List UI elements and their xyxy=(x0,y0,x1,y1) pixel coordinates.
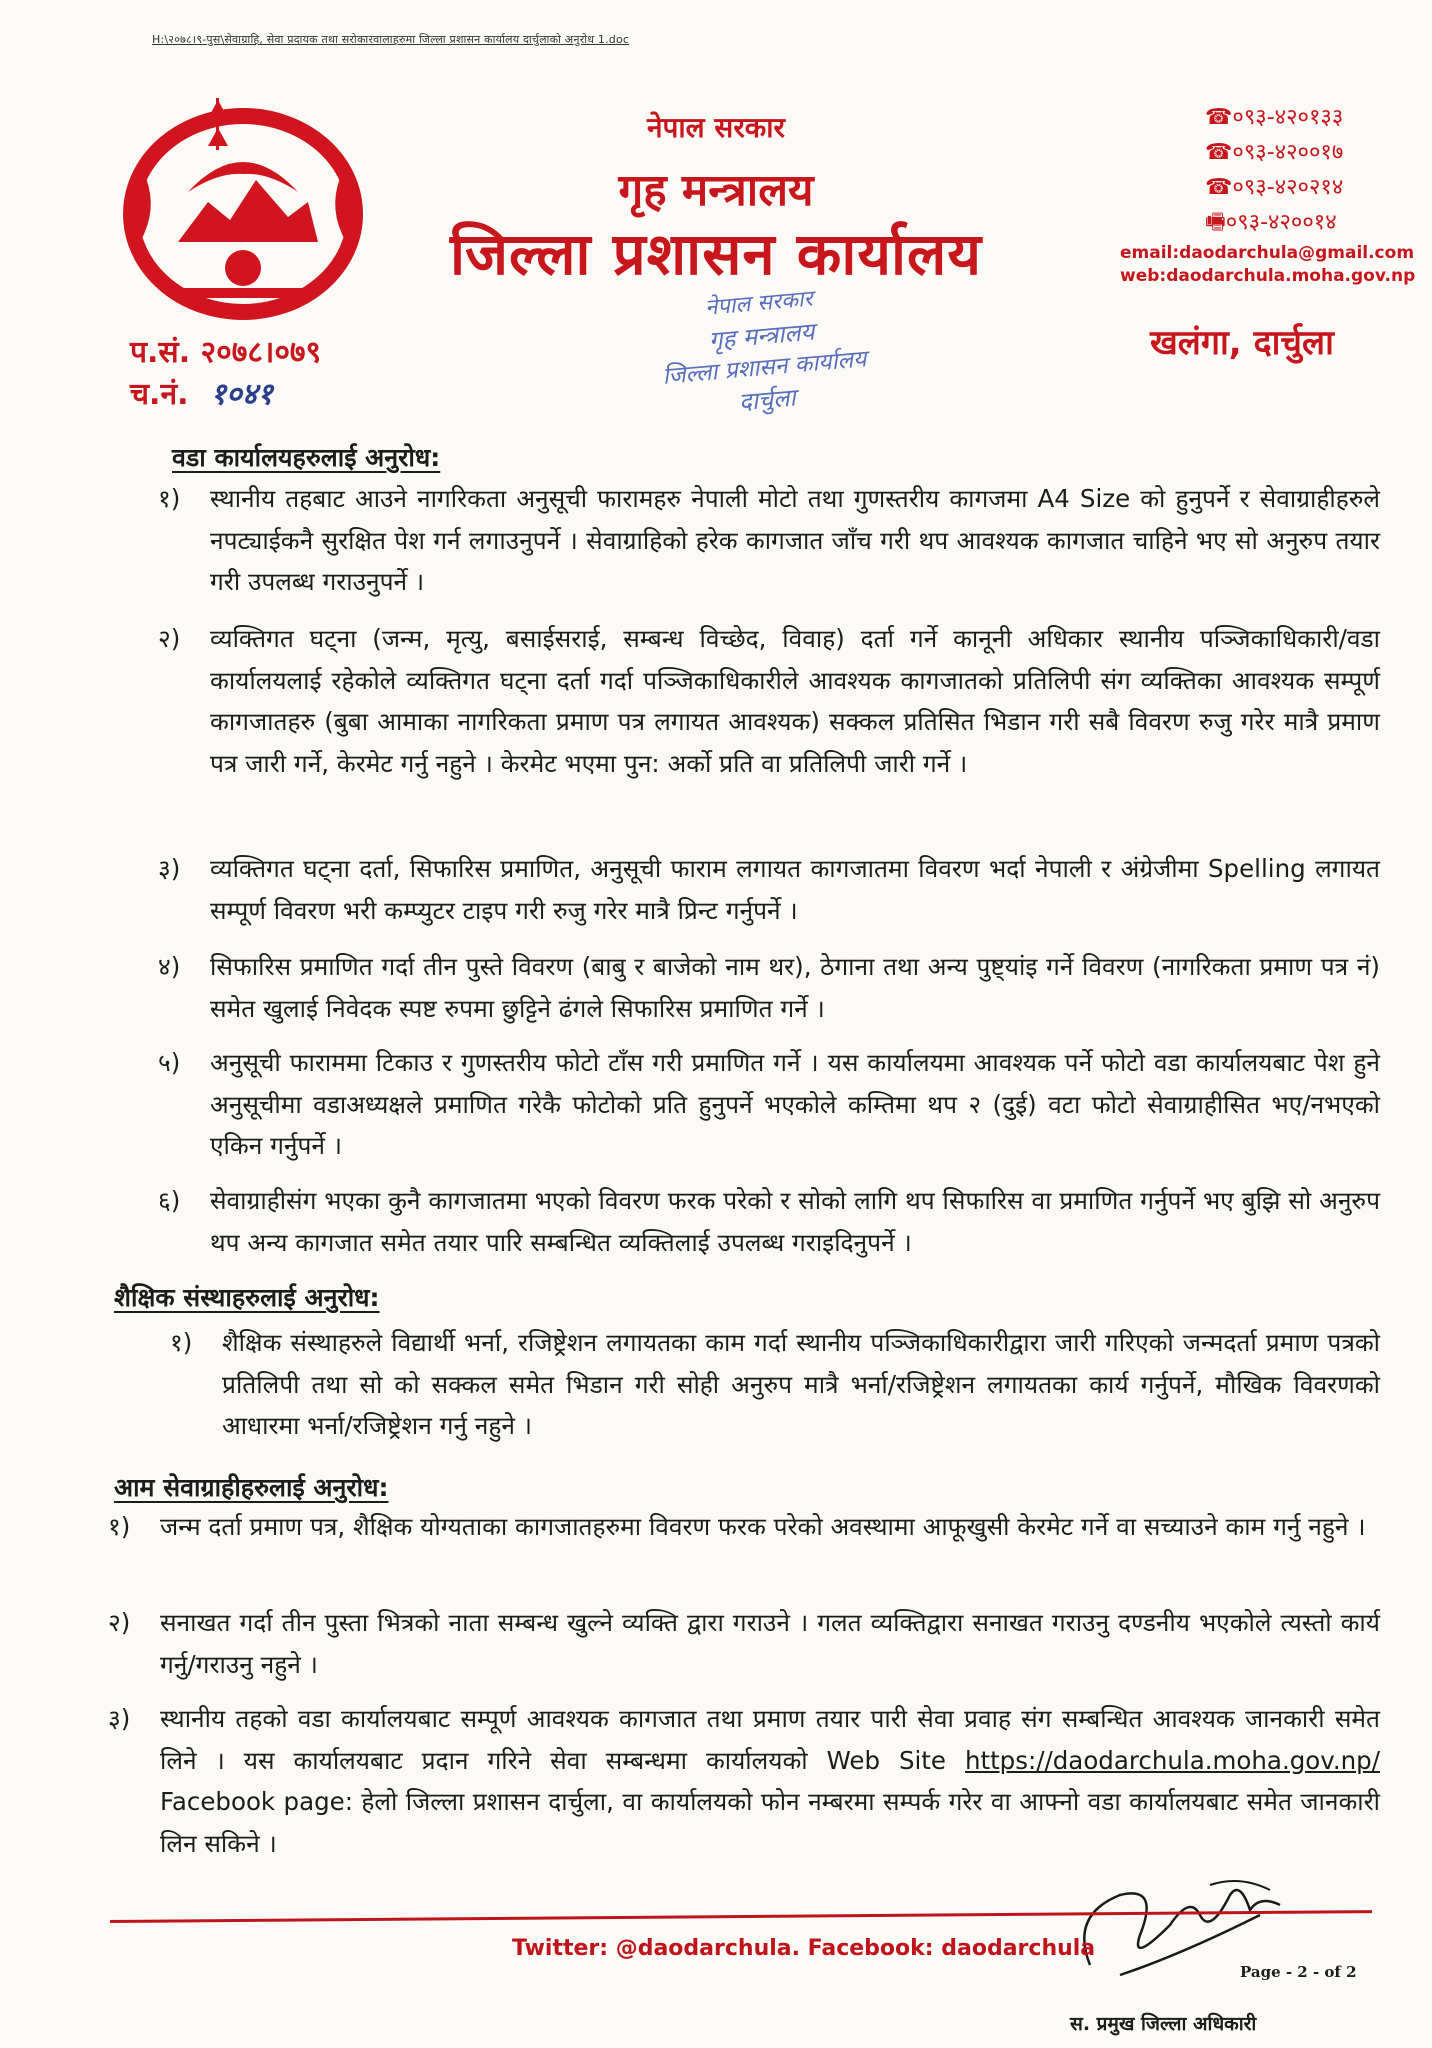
website-link[interactable]: https://daodarchula.moha.gov.np/ xyxy=(964,1745,1380,1775)
stamp-line: गृह मन्त्रालय xyxy=(707,317,816,355)
signer-title: स. प्रमुख जिल्ला अधिकारी xyxy=(1070,2013,1257,2035)
page-number: Page - 2 - of 2 xyxy=(1240,1963,1357,1981)
stamp-line: नेपाल सरकार xyxy=(704,286,814,321)
item-text: सेवाग्राहीसंग भएका कुनै कागजातमा भएको विवरण फरक परेको र सोको लागि थप सिफारिस वा प्रमाणित गर्नुपर्ने भए बुझि सो अनुरुप थप अन्य कागजात समेत तयार पारि सम्बन्धित व्यक्तिलाई उपलब्ध गराइदिनुपर्ने । xyxy=(210,1186,1380,1257)
list-item xyxy=(158,1042,1380,1167)
stamp-line: दार्चुला xyxy=(737,383,797,417)
item-number: १) xyxy=(158,484,181,513)
item-number: २) xyxy=(158,624,181,653)
item-number: १) xyxy=(108,1512,131,1541)
file-path-header: H:\२०७८।९-पुस\सेवाग्राहि, सेवा प्रदायक तथा सरोकारवालाहरुमा जिल्ला प्रशासन कार्यालय दार्चुलाको अनुरोध 1.doc xyxy=(152,33,630,46)
item-text: अनुसूची फाराममा टिकाउ र गुणस्तरीय फोटो टाँस गरी प्रमाणित गर्ने । यस कार्यालयमा आवश्यक पर्ने फोटो वडा कार्यालयबाट पेश हुने अनुसूचीमा वडाअध्यक्षले प्रमाणित गरेकै फोटोको प्रति हुनुपर्ने भएकोले कम्तिमा थप २ (दुई) वटा फोटो सेवाग्राहीसित भए/नभएको एकिन गर्नुपर्ने । xyxy=(210,1048,1380,1160)
dispatch-number-value: १०४१ xyxy=(210,377,273,412)
list-item xyxy=(158,848,1380,931)
footer-social: Twitter: @daodarchula. Facebook: daodarchula xyxy=(512,1936,1096,1961)
item-text: स्थानीय तहबाट आउने नागरिकता अनुसूची फारामहरु नेपाली मोटो तथा गुणस्तरीय कागजमा A4 Size को हुनुपर्ने र सेवाग्राहीहरुले नपट्याईकनै सुरक्षित पेश गर्न लगाउनुपर्ने । सेवाग्राहिको हरेक कागजात जाँच गरी थप आवश्यक कागजात चाहिने भए सो अनुरुप तयार गरी उपलब्ध गराउनुपर्ने । xyxy=(210,484,1380,596)
office-stamp xyxy=(642,278,886,448)
item-text: सनाखत गर्दा तीन पुस्ता भित्रको नाता सम्बन्ध खुल्ने व्यक्ति द्वारा गराउने । गलत व्यक्तिद्वारा सनाखत गराउनु दण्डनीय भएकोले त्यस्तो कार्य गर्नु/गराउनु नहुने । xyxy=(160,1608,1380,1679)
item-text: स्थानीय तहको वडा कार्यालयबाट सम्पूर्ण आवश्यक कागजात तथा प्रमाण तयार पारी सेवा प्रवाह संग सम्बन्धित आवश्यक जानकारी समेत लिने । यस कार्यालयबाट प्रदान गरिने सेवा सम्बन्धमा कार्यालयको Web Site xyxy=(160,1704,1380,1775)
phone-number: ☎०९३-४२०१३३ xyxy=(1205,105,1344,130)
item-text: सिफारिस प्रमाणित गर्दा तीन पुस्ते विवरण (बाबु र बाजेको नाम थर), ठेगाना तथा अन्य पुष्ट्यांइ गर्ने विवरण (नागरिकता प्रमाण पत्र नं) समेत खुलाई निवेदक स्पष्ट रुपमा छुट्टिने ढंगले सिफारिस प्रमाणित गर्ने । xyxy=(210,952,1380,1023)
item-number: ३) xyxy=(108,1704,131,1733)
item-text: व्यक्तिगत घट्ना दर्ता, सिफारिस प्रमाणित, अनुसूची फाराम लगायत कागजातमा विवरण भर्दा नेपाली र अंग्रेजीमा Spelling लगायत सम्पूर्ण विवरण भरी कम्प्युटर टाइप गरी रुजु गरेर मात्रै प्रिन्ट गर्नुपर्ने । xyxy=(210,854,1380,925)
header-line-office: जिल्ला प्रशासन कार्यालय xyxy=(449,220,982,288)
section-title-education: शैक्षिक संस्थाहरुलाई अनुरोध: xyxy=(114,1283,380,1312)
item-text: जन्म दर्ता प्रमाण पत्र, शैक्षिक योग्यताका कागजातहरुमा विवरण फरक परेको अवस्थामा आफूखुसी केरमेट गर्ने वा सच्याउने काम गर्नु नहुने । xyxy=(160,1512,1366,1541)
phone-number: ☎०९३-४२०२१४ xyxy=(1205,175,1344,200)
list-item xyxy=(108,1602,1380,1685)
dispatch-number-label: च.नं. xyxy=(130,377,189,412)
item-number: ३) xyxy=(158,854,181,883)
item-text: व्यक्तिगत घट्ना (जन्म, मृत्यु, बसाईसराई, सम्बन्ध विच्छेद, विवाह) दर्ता गर्ने कानूनी अधिकार स्थानीय पञ्जिकाधिकारी/वडा कार्यालयलाई रहेकोले व्यक्तिगत घट्ना दर्ता गर्दा पञ्जिकाधिकारीले आवश्यक कागजातको प्रतिलिपी संग व्यक्तिका आवश्यक सम्पूर्ण कागजातहरु (बुबा आमाका नागरिकता प्रमाण पत्र लगायत आवश्यक) सक्कल प्रतिसित भिडान गरी सबै विवरण रुजु गरेर मात्रै प्रमाण पत्र जारी गर्ने, केरमेट गर्नु नहुने । केरमेट भएमा पुन: अर्को प्रति वा प्रतिलिपी जारी गर्ने । xyxy=(210,624,1380,778)
header-line-government: नेपाल सरकार xyxy=(646,111,786,144)
phone-number: ☎०९३-४२००१७ xyxy=(1205,140,1344,165)
list-item xyxy=(158,478,1380,603)
list-item xyxy=(108,1698,1380,1864)
section-title-public: आम सेवाग्राहीहरुलाई अनुरोध: xyxy=(114,1473,389,1502)
list-item xyxy=(170,1322,1380,1447)
item-number: १) xyxy=(170,1328,193,1357)
dispatch-number xyxy=(130,372,273,413)
web-text: web:daodarchula.moha.gov.np xyxy=(1120,266,1416,286)
item-number: २) xyxy=(108,1608,131,1637)
contact-block xyxy=(1120,242,1415,288)
list-item xyxy=(108,1506,1380,1548)
item-number: ५) xyxy=(158,1048,181,1077)
phone-list xyxy=(1205,100,1343,240)
section-title-ward: वडा कार्यालयहरुलाई अनुरोध: xyxy=(172,443,441,472)
fax-number: 🖷०९३-४२००१४ xyxy=(1205,210,1337,235)
item-text: शैक्षिक संस्थाहरुले विद्यार्थी भर्ना, रजिष्ट्रेशन लगायतका काम गर्दा स्थानीय पञ्जिकाधिकारीद्वारा जारी गरिएको जन्मदर्ता प्रमाण पत्रको प्रतिलिपी तथा सो को सक्कल समेत भिडान गरी सोही अनुरुप मात्रै भर्ना/रजिष्ट्रेशन लगायतका कार्य गर्नुपर्ने, मौखिक विवरणको आधारमा भर्ना/रजिष्ट्रेशन गर्नु नहुने । xyxy=(222,1328,1380,1440)
stamp-line: जिल्ला प्रशासन कार्यालय xyxy=(661,346,868,390)
item-number: ६) xyxy=(158,1186,181,1215)
header-line-ministry: गृह मन्त्रालय xyxy=(618,165,814,216)
list-item xyxy=(158,1180,1380,1263)
item-number: ४) xyxy=(158,952,181,981)
signature-icon xyxy=(1060,1855,1310,2005)
reference-number: प.सं. २०७८।०७९ xyxy=(130,335,322,370)
item-text-continued: Facebook page: हेलो जिल्ला प्रशासन दार्चुला, वा कार्यालयको फोन नम्बरमा सम्पर्क गरेर वा आफ्नो वडा कार्यालयबाट समेत जानकारी लिन सकिने । xyxy=(160,1787,1380,1858)
list-item xyxy=(158,946,1380,1029)
office-location: खलंगा, दार्चुला xyxy=(1150,323,1334,363)
email-text: email:daodarchula@gmail.com xyxy=(1120,243,1415,263)
list-item xyxy=(158,618,1380,784)
